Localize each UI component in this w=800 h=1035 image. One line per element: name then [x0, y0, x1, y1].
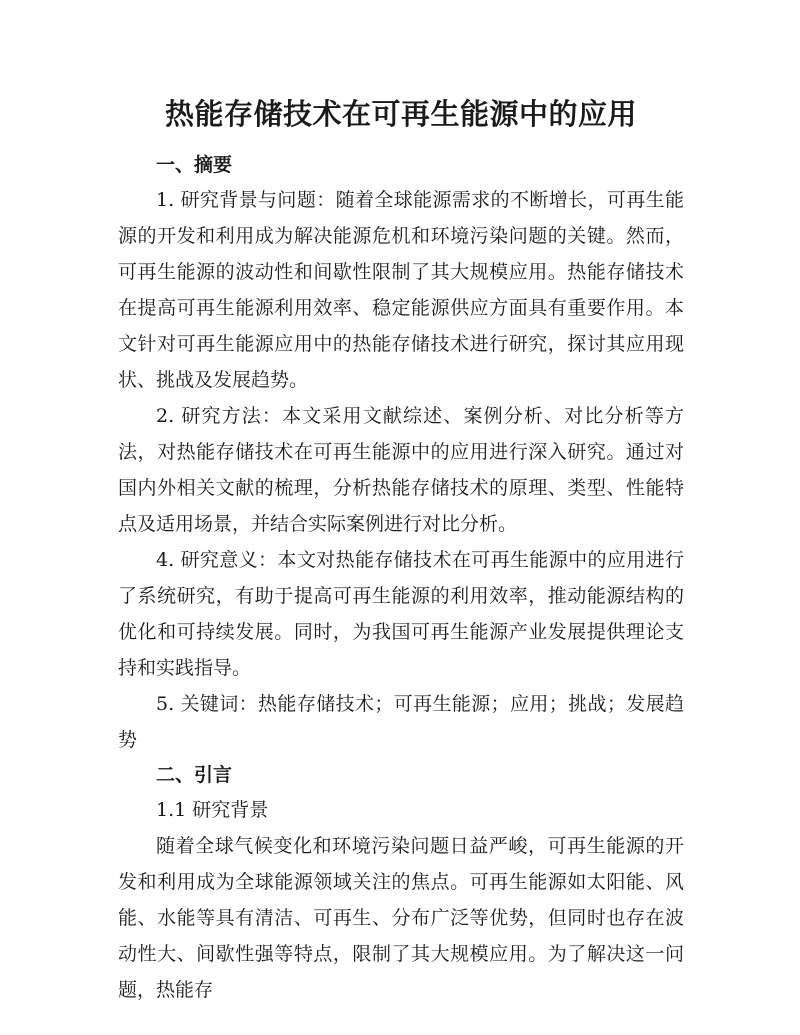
section-heading-abstract: 一、摘要 — [156, 154, 233, 176]
abstract-paragraph-keywords: 5. 关键词：热能存储技术；可再生能源；应用；挑战；发展趋势 — [118, 693, 684, 751]
document-title: 热能存储技术在可再生能源中的应用 — [164, 97, 637, 131]
introduction-paragraph: 随着全球气候变化和环境污染问题日益严峻，可再生能源的开发和利用成为全球能源领域关注的焦点。可再生能源如太阳能、风能、水能等具有清洁、可再生、分布广泛等优势，但同时也存在波动性大、间歇性强等特点，限制了其大规模应用。为了解决这一问题，热能存 — [118, 835, 684, 1001]
abstract-section — [118, 148, 684, 758]
document-page — [118, 94, 684, 1008]
abstract-paragraph-methods: 2. 研究方法：本文采用文献综述、案例分析、对比分析等方法，对热能存储技术在可再生能源中的应用进行深入研究。通过对国内外相关文献的梳理，分析热能存储技术的原理、类型、性能特点及适用场景，并结合实际案例进行对比分析。 — [118, 405, 684, 535]
abstract-paragraph-significance: 4. 研究意义：本文对热能存储技术在可再生能源中的应用进行了系统研究，有助于提高可再生能源的利用效率，推动能源结构的优化和可持续发展。同时，为我国可再生能源产业发展提供理论支持和实践指导。 — [118, 549, 684, 679]
introduction-section — [118, 758, 684, 1008]
subsection-heading-background: 1.1 研究背景 — [156, 799, 269, 821]
section-heading-introduction: 二、引言 — [156, 764, 233, 786]
abstract-paragraph-background: 1. 研究背景与问题：随着全球能源需求的不断增长，可再生能源的开发和利用成为解决能源危机和环境污染问题的关键。然而，可再生能源的波动性和间歇性限制了其大规模应用。热能存储技术在提高可再生能源利用效率、稳定能源供应方面具有重要作用。本文针对可再生能源应用中的热能存储技术进行研究，探讨其应用现状、挑战及发展趋势。 — [118, 189, 684, 391]
